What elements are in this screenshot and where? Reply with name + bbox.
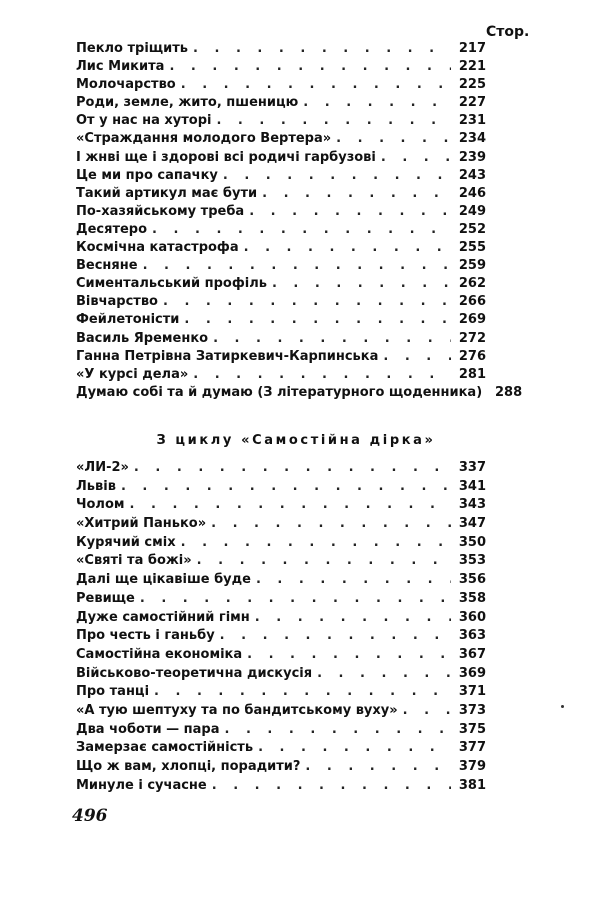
dot-leader bbox=[272, 275, 451, 293]
entry-title: Фейлетоністи bbox=[76, 312, 180, 328]
entry-page: 371 bbox=[458, 684, 486, 700]
dot-leader bbox=[213, 330, 451, 348]
dot-leader bbox=[258, 739, 451, 758]
toc-entry bbox=[76, 330, 486, 348]
entry-title: Весняне bbox=[76, 258, 138, 274]
entry-page: 221 bbox=[458, 59, 486, 75]
toc-entry bbox=[76, 665, 486, 684]
entry-page: 369 bbox=[458, 665, 486, 681]
entry-page: 360 bbox=[458, 609, 486, 625]
entry-title: Симентальський профіль bbox=[76, 276, 267, 292]
toc-entry bbox=[76, 112, 486, 130]
toc-entry bbox=[76, 627, 486, 646]
entry-page: 252 bbox=[458, 221, 486, 237]
entry-page: 227 bbox=[458, 95, 486, 111]
entry-page: 246 bbox=[458, 185, 486, 201]
dot-leader bbox=[181, 534, 451, 553]
contents-list bbox=[76, 40, 523, 402]
entry-title: Курячий сміх bbox=[76, 534, 176, 550]
dot-leader bbox=[225, 721, 452, 740]
toc-entry bbox=[76, 221, 486, 239]
entry-page: 269 bbox=[458, 312, 486, 328]
toc-entry bbox=[76, 739, 486, 758]
toc-entry bbox=[76, 58, 486, 76]
toc-entry bbox=[76, 203, 486, 221]
entry-title: Про честь і ганьбу bbox=[76, 628, 215, 644]
entry-title: І жнві ще і здорові всі родичі гарбузові bbox=[76, 149, 376, 165]
entry-title: Львів bbox=[76, 478, 116, 494]
toc-entry bbox=[76, 646, 486, 665]
entry-page: 255 bbox=[458, 240, 486, 256]
dot-leader bbox=[220, 627, 451, 646]
toc-entry bbox=[76, 149, 486, 167]
dot-leader bbox=[169, 58, 451, 76]
dot-leader bbox=[317, 665, 451, 684]
dot-leader bbox=[152, 221, 451, 239]
dot-leader bbox=[163, 293, 451, 311]
entry-page: 337 bbox=[458, 460, 486, 475]
page-column-label: Стор. bbox=[486, 24, 530, 40]
entry-page: 379 bbox=[458, 759, 486, 774]
page-number: 496 bbox=[72, 806, 108, 826]
toc-entry bbox=[76, 459, 486, 478]
entry-page: 262 bbox=[458, 276, 486, 292]
dot-leader bbox=[255, 609, 451, 628]
entry-page: 234 bbox=[458, 131, 486, 147]
cycle-contents-list bbox=[76, 459, 486, 795]
entry-title: По-хазяйському треба bbox=[76, 203, 245, 219]
dot-leader bbox=[262, 185, 451, 203]
toc-entry bbox=[76, 167, 486, 185]
dot-leader bbox=[193, 366, 451, 384]
toc-entry bbox=[76, 76, 486, 94]
toc-entry bbox=[76, 384, 523, 402]
entry-title: Лис Микита bbox=[76, 59, 165, 75]
print-speck bbox=[561, 705, 564, 708]
entry-title: Про танці bbox=[76, 684, 150, 700]
dot-leader bbox=[212, 777, 451, 796]
entry-title: Космічна катастрофа bbox=[76, 240, 239, 256]
entry-title: Вівчарство bbox=[76, 294, 158, 310]
toc-entry bbox=[76, 275, 486, 293]
entry-page: 266 bbox=[458, 294, 486, 310]
entry-page: 341 bbox=[458, 478, 486, 494]
entry-page: 356 bbox=[458, 572, 486, 588]
entry-title: Два чоботи — пара bbox=[76, 721, 220, 737]
dot-leader bbox=[140, 590, 451, 609]
dot-leader bbox=[223, 167, 451, 185]
dot-leader bbox=[305, 758, 451, 777]
dot-leader bbox=[154, 683, 451, 702]
entry-page: 343 bbox=[458, 497, 486, 513]
entry-page: 350 bbox=[458, 534, 486, 550]
dot-leader bbox=[249, 203, 451, 221]
entry-page: 243 bbox=[458, 167, 486, 183]
dot-leader bbox=[216, 112, 451, 130]
toc-entry bbox=[76, 496, 486, 515]
dot-leader bbox=[403, 702, 451, 721]
dot-leader bbox=[244, 239, 451, 257]
entry-title: Роди, земле, жито, пшеницю bbox=[76, 95, 299, 111]
entry-title: Молочарство bbox=[76, 77, 176, 93]
toc-entry bbox=[76, 366, 486, 384]
entry-title: «У курсі дела» bbox=[76, 366, 189, 382]
dot-leader bbox=[303, 94, 451, 112]
toc-entry bbox=[76, 571, 486, 590]
entry-title: Такий артикул має бути bbox=[76, 185, 258, 201]
entry-title: Василь Яременко bbox=[76, 330, 209, 346]
dot-leader bbox=[181, 76, 451, 94]
entry-page: 381 bbox=[458, 777, 486, 793]
entry-page: 375 bbox=[458, 721, 486, 737]
toc-entry bbox=[76, 609, 486, 628]
entry-title: Чолом bbox=[76, 497, 125, 513]
toc-entry bbox=[76, 293, 486, 311]
entry-title: Далі ще цікавіше буде bbox=[76, 572, 251, 588]
entry-page: 231 bbox=[458, 113, 486, 129]
dot-leader bbox=[130, 496, 451, 515]
entry-title: «Святі та божі» bbox=[76, 553, 192, 569]
entry-title: Самостійна економіка bbox=[76, 646, 243, 662]
entry-title: Це ми про сапачку bbox=[76, 167, 218, 183]
entry-title: От у нас на хуторі bbox=[76, 113, 212, 129]
entry-page: 367 bbox=[458, 646, 486, 662]
entry-page: 217 bbox=[458, 41, 486, 56]
entry-title: Що ж вам, хлопці, порадити? bbox=[76, 759, 301, 774]
entry-title: Минуле і сучасне bbox=[76, 777, 207, 793]
entry-page: 249 bbox=[458, 203, 486, 219]
toc-entry bbox=[76, 94, 486, 112]
toc-entry bbox=[76, 239, 486, 257]
entry-page: 377 bbox=[458, 740, 486, 756]
toc-entry bbox=[76, 683, 486, 702]
entry-title: «Хитрий Панько» bbox=[76, 516, 207, 532]
dot-leader bbox=[184, 311, 451, 329]
toc-entry bbox=[76, 311, 486, 329]
section-heading: З циклу «Самостійна дірка» bbox=[156, 433, 436, 448]
entry-page: 281 bbox=[458, 366, 486, 382]
toc-entry bbox=[76, 185, 486, 203]
entry-page: 353 bbox=[458, 553, 486, 569]
toc-entry bbox=[76, 257, 486, 275]
dot-leader bbox=[134, 459, 451, 478]
entry-page: 358 bbox=[458, 590, 486, 606]
toc-entry bbox=[76, 777, 486, 796]
entry-title: Пекло тріщить bbox=[76, 41, 189, 56]
dot-leader bbox=[336, 130, 451, 148]
entry-title: «А тую шептуху та по бандитському вуху» bbox=[76, 702, 398, 718]
dot-leader bbox=[211, 515, 451, 534]
entry-page: 225 bbox=[458, 77, 486, 93]
toc-entry bbox=[76, 758, 486, 777]
dot-leader bbox=[193, 40, 451, 58]
toc-entry bbox=[76, 590, 486, 609]
dot-leader bbox=[247, 646, 451, 665]
toc-entry bbox=[76, 40, 486, 58]
entry-title: Замерзає самостійність bbox=[76, 740, 254, 756]
entry-title: «Страждання молодого Вертера» bbox=[76, 131, 332, 147]
dot-leader bbox=[381, 149, 451, 167]
toc-entry bbox=[76, 552, 486, 571]
dot-leader bbox=[383, 348, 451, 366]
dot-leader bbox=[121, 478, 451, 497]
toc-entry bbox=[76, 702, 486, 721]
entry-page: 276 bbox=[458, 348, 486, 364]
entry-title: Ревище bbox=[76, 590, 135, 606]
entry-page: 239 bbox=[458, 149, 486, 165]
entry-title: «ЛИ-2» bbox=[76, 460, 129, 475]
entry-page: 363 bbox=[458, 628, 486, 644]
entry-title: Дуже самостійний гімн bbox=[76, 609, 250, 625]
entry-title: Військово-теоретична дискусія bbox=[76, 665, 313, 681]
toc-entry bbox=[76, 534, 486, 553]
toc-entry bbox=[76, 348, 486, 366]
entry-page: 259 bbox=[458, 258, 486, 274]
entry-title: Ганна Петрівна Затиркевич-Карпинська bbox=[76, 348, 379, 364]
dot-leader bbox=[256, 571, 451, 590]
dot-leader bbox=[197, 552, 451, 571]
entry-page: 272 bbox=[458, 330, 486, 346]
toc-entry bbox=[76, 130, 486, 148]
entry-page: 288 bbox=[495, 384, 523, 400]
entry-page: 347 bbox=[458, 516, 486, 532]
toc-entry bbox=[76, 515, 486, 534]
toc-entry bbox=[76, 478, 486, 497]
entry-page: 373 bbox=[458, 702, 486, 718]
entry-title: Десятеро bbox=[76, 221, 148, 237]
dot-leader bbox=[143, 257, 451, 275]
entry-title: Думаю собі та й думаю (З літературного щоденника) bbox=[76, 384, 483, 400]
toc-entry bbox=[76, 721, 486, 740]
